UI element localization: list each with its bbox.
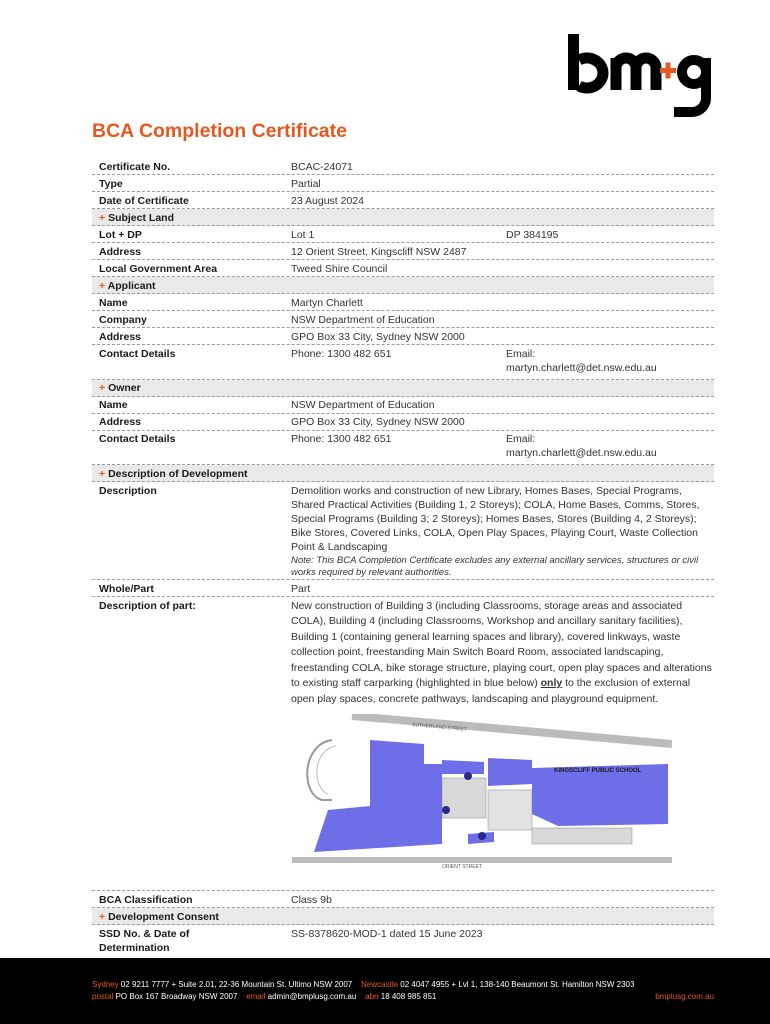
- school-label: KINGSCLIFF PUBLIC SCHOOL: [554, 768, 642, 774]
- phone: Phone: 1300 482 651: [291, 347, 392, 360]
- label: Certificate No.: [99, 160, 171, 173]
- page-title: BCA Completion Certificate: [92, 120, 347, 142]
- site-plan-map: [292, 714, 672, 870]
- street-label-bottom: ORIENT STREET: [442, 864, 482, 870]
- plus-icon: +: [99, 279, 106, 292]
- footer: [0, 958, 770, 1024]
- label: Date of Certificate: [99, 194, 189, 207]
- value: BCAC-24071: [291, 160, 353, 173]
- row-applicant-company: [92, 311, 714, 328]
- row-certificate-no: [92, 158, 714, 175]
- footer-abn: 18 408 985 851: [378, 992, 437, 1001]
- row-applicant-address: [92, 328, 714, 345]
- phone: Phone: 1300 482 651: [291, 433, 392, 445]
- bmg-plus-logo: [566, 34, 716, 122]
- label: Name: [99, 399, 128, 411]
- section-title: Development Consent: [108, 910, 219, 923]
- label: Description: [99, 484, 157, 497]
- section-title: Subject Land: [108, 211, 174, 224]
- note-text: Note: This BCA Completion Certificate excludes any external ancillary services, structures or civil works required by relevant authorities.: [291, 554, 699, 578]
- section-header: [92, 279, 291, 293]
- email-block: [506, 347, 714, 375]
- email: martyn.charlett@det.nsw.edu.au: [506, 361, 657, 374]
- label: Contact Details: [99, 433, 176, 445]
- section-development: [92, 465, 714, 482]
- row-lga: [92, 260, 714, 277]
- label: Contact Details: [99, 347, 176, 360]
- footer-website-link[interactable]: bmplusg.com.au: [655, 992, 714, 1001]
- value: NSW Department of Education: [291, 399, 435, 411]
- row-classification: [92, 891, 714, 908]
- label: Type: [99, 177, 123, 190]
- label: Whole/Part: [99, 582, 154, 595]
- footer-line-2: [92, 992, 436, 1001]
- row-applicant-name: [92, 294, 714, 311]
- footer-email: admin@bmplusg.com.au: [265, 992, 357, 1001]
- label: SSD No. & Date of Determination: [99, 927, 190, 954]
- section-title: Applicant: [107, 279, 156, 292]
- label: Lot + DP: [99, 228, 142, 241]
- section-header: [92, 910, 291, 924]
- footer-newcastle: 02 4047 4955 + Lvl 1, 138-140 Beaumont St. Hamilton NSW 2303: [398, 980, 635, 989]
- value: Part: [291, 582, 311, 595]
- footer-postal: PO Box 167 Broadway NSW 2007: [113, 992, 238, 1001]
- row-address: [92, 243, 714, 260]
- label: Local Government Area: [99, 262, 218, 275]
- value: SS-8378620-MOD-1 dated 15 June 2023: [291, 927, 483, 940]
- row-owner-contact: [92, 431, 714, 466]
- section-owner: [92, 380, 714, 397]
- value: 12 Orient Street, Kingscliff NSW 2487: [291, 245, 467, 258]
- row-owner-address: [92, 414, 714, 431]
- footer-sydney: 02 9211 7777 + Suite 2.01, 22-36 Mountain St. Ultimo NSW 2007: [118, 980, 353, 989]
- plus-icon: +: [99, 910, 106, 923]
- value: Partial: [291, 177, 321, 190]
- part-text-2: to the exclusion of external open play spaces, concrete pathways, landscaping and playground equipment.: [291, 677, 691, 705]
- row-type: [92, 175, 714, 192]
- part-text-only: only: [540, 677, 563, 689]
- footer-newcastle-label: Newcastle: [361, 980, 399, 989]
- label: Name: [99, 296, 128, 309]
- section-subject-land: [92, 209, 714, 226]
- value: Class 9b: [291, 893, 332, 906]
- footer-email-label: email: [246, 992, 266, 1001]
- label: BCA Classification: [99, 893, 193, 906]
- value: Tweed Shire Council: [291, 262, 388, 275]
- value: GPO Box 33 City, Sydney NSW 2000: [291, 416, 465, 428]
- section-header: [92, 381, 291, 395]
- section-title: Owner: [108, 382, 141, 394]
- row-applicant-contact: [92, 345, 714, 380]
- section-header: [92, 211, 291, 225]
- label: Address: [99, 416, 142, 428]
- section-title: Description of Development: [108, 467, 248, 480]
- value: DP 384195: [506, 228, 559, 241]
- row-description: [92, 482, 714, 580]
- value: NSW Department of Education: [291, 313, 435, 326]
- plus-icon: +: [99, 382, 106, 394]
- email-block: [506, 432, 714, 460]
- section-consent: [92, 908, 714, 925]
- email-label: Email:: [506, 347, 536, 360]
- footer-abn-label: abn: [365, 992, 379, 1001]
- value: Lot 1: [291, 228, 315, 241]
- footer-sydney-label: Sydney: [92, 980, 119, 989]
- section-header: [92, 467, 248, 481]
- footer-line-1: [92, 980, 634, 989]
- row-date: [92, 192, 714, 209]
- part-text-1: New construction of Building 3 (including Classrooms, storage areas and associated COLA), Building 4 (including Classrooms, Workshop and ancillary sanitary facilities), Building 1 (containing general learning spaces and library), covered linkways, waste collection point, freestanding Main Switch Board Room, associated landscaping, freestanding COLA, bike storage structure, playing court, open play spaces and alterations to existing staff carparking (highlighted in blue below): [291, 599, 712, 689]
- email: martyn.charlett@det.nsw.edu.au: [506, 447, 657, 459]
- street-label-top: SUTHERLAND STREET: [411, 722, 468, 733]
- footer-postal-label: postal: [92, 992, 114, 1001]
- label: Address: [99, 245, 142, 258]
- row-owner-name: [92, 397, 714, 414]
- plus-icon: +: [99, 211, 106, 224]
- description-block: [291, 484, 714, 579]
- value: Martyn Charlett: [291, 296, 363, 309]
- label: Company: [99, 313, 147, 326]
- value: GPO Box 33 City, Sydney NSW 2000: [291, 330, 465, 343]
- section-applicant: [92, 277, 714, 294]
- row-lot-dp: [92, 226, 714, 243]
- row-whole-part: [92, 580, 714, 597]
- plus-icon: +: [99, 467, 106, 480]
- description-text: Demolition works and construction of new Library, Homes Bases, Special Programs, Shared Practical Activities (Building 1, 2 Storeys); COLA, Home Bases, Comms, Stores, Special Programs (Building 3; 2 Storeys); Homes Bases, Stores (Building 4, 2 Storeys); Bike Stores, Covered Links, COLA, Open Play Spaces, Playing Court, Waste Collection Point & Landscaping: [291, 484, 700, 553]
- label: Description of part:: [99, 599, 196, 612]
- email-label: Email:: [506, 433, 536, 445]
- label: Address: [99, 330, 142, 343]
- value: 23 August 2024: [291, 194, 364, 207]
